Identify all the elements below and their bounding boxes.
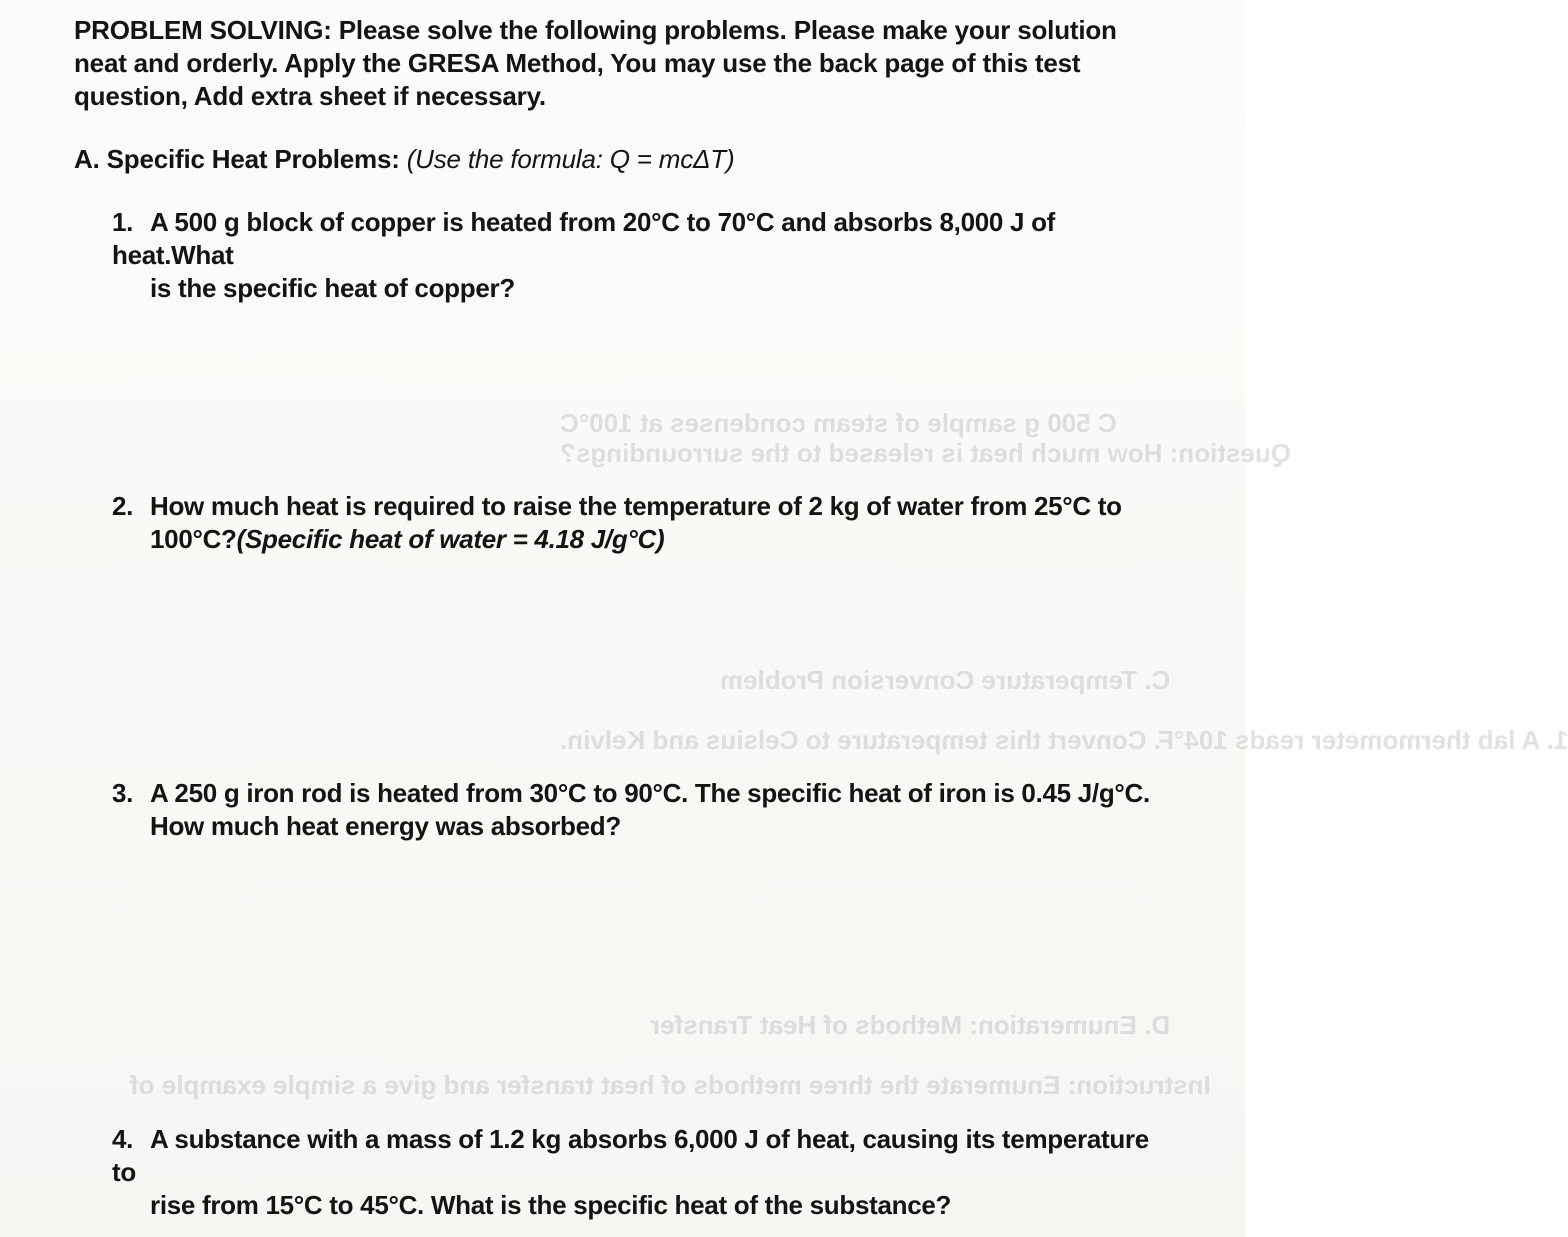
- specific-heat-note: (Specific heat of water = 4.18 J/g°C): [236, 524, 665, 554]
- problem-text: How much heat energy was absorbed?: [150, 811, 621, 841]
- problem-text: How much heat is required to raise the temperature of 2 kg of water from 25°C to: [150, 491, 1122, 521]
- problem-number: 1.: [112, 207, 134, 237]
- problem-text: is the specific heat of copper?: [150, 273, 515, 303]
- problem-1: [112, 206, 1172, 305]
- problem-text: A substance with a mass of 1.2 kg absorbs 6,000 J of heat, causing its temperature to: [112, 1124, 1149, 1187]
- instructions-line: question, Add extra sheet if necessary.: [74, 81, 546, 111]
- instructions-line: PROBLEM SOLVING: Please solve the following problems. Please make your solution: [74, 15, 1117, 45]
- problem-number: 3.: [112, 778, 134, 808]
- instructions-line: neat and orderly. Apply the GRESA Method, You may use the back page of this test: [74, 48, 1081, 78]
- section-a-heading: [74, 142, 734, 176]
- problem-text: A 500 g block of copper is heated from 20°C to 70°C and absorbs 8,000 J of heat.What: [112, 207, 1056, 270]
- show-through-text: D. Enumeration: Methods of Heat Transfer: [650, 1010, 1171, 1040]
- problem-text: A 250 g iron rod is heated from 30°C to 90°C. The specific heat of iron is 0.45 J/g°C.: [150, 778, 1150, 808]
- problem-text-line2: [112, 523, 1172, 556]
- problem-4: [112, 1123, 1172, 1222]
- problem-3: [112, 777, 1172, 843]
- section-title: A. Specific Heat Problems:: [74, 144, 400, 174]
- show-through-text: C 500 g sample of steam condenses at 100°C: [560, 408, 1117, 438]
- problem-text: 100°C?: [150, 524, 237, 554]
- show-through-text: 1. A lab thermometer reads 104°F. Convert this temperature to Celsius and Kelvin.: [560, 725, 1568, 755]
- show-through-text: Instruction: Enumerate the three methods of heat transfer and give a simple example of: [130, 1070, 1211, 1100]
- show-through-text: Question: How much heat is released to the surroundings?: [560, 438, 1291, 468]
- problem-number: 4.: [112, 1124, 134, 1154]
- instructions: [74, 14, 1164, 113]
- problem-number: 2.: [112, 491, 134, 521]
- problem-2: [112, 490, 1172, 556]
- formula-note: (Use the formula: Q = mcΔT): [406, 144, 735, 174]
- problem-text: rise from 15°C to 45°C. What is the specific heat of the substance?: [150, 1190, 952, 1220]
- show-through-text: C. Temperature Conversion Problem: [720, 665, 1171, 695]
